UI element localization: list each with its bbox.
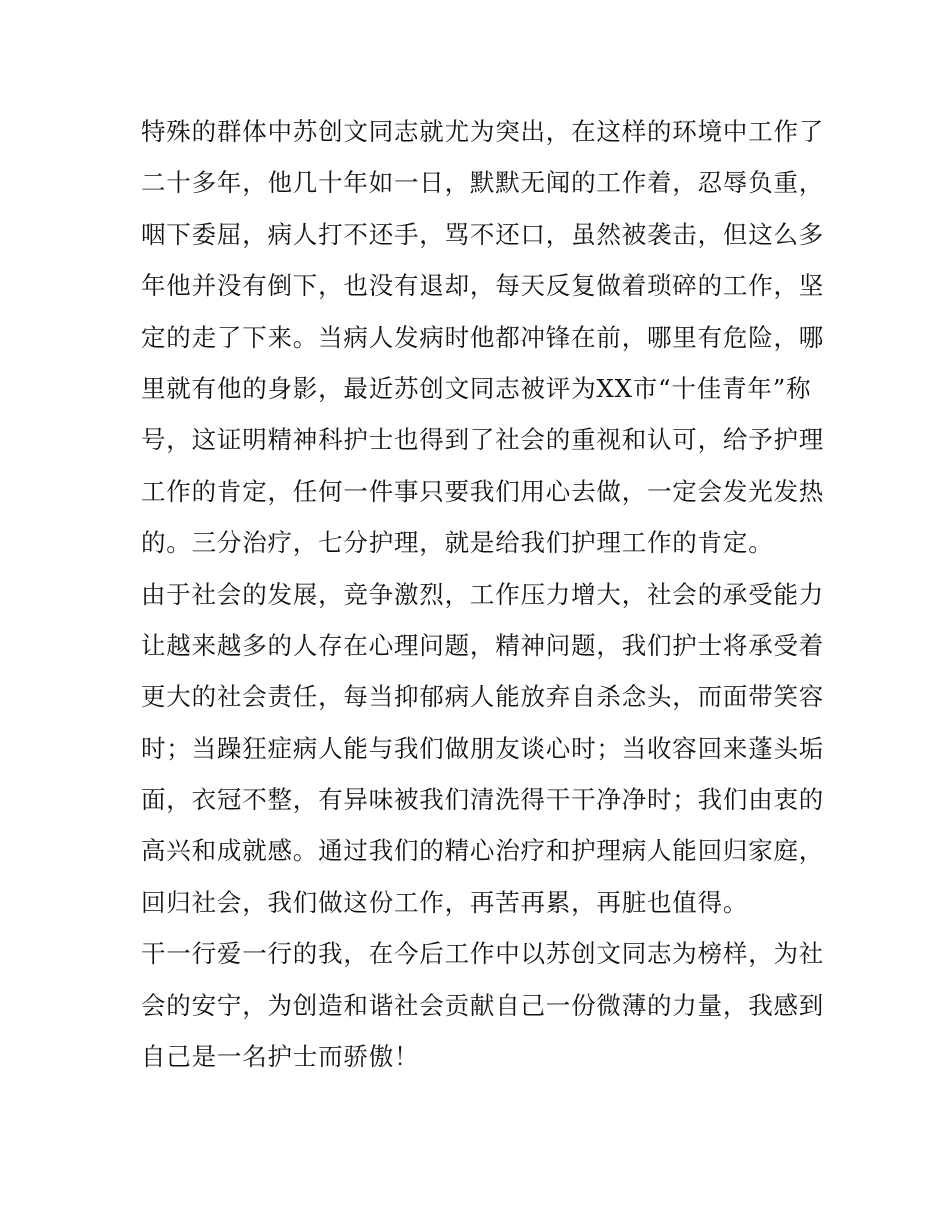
text-line: 干一行爱一行的我，在今后工作中以苏创文同志为榜样，为社: [141, 939, 825, 969]
text-line: 里就有他的身影，最近苏创文同志被评为XX市“十佳青年”称: [141, 373, 812, 403]
text-line: 让越来越多的人存在心理问题，精神问题，我们护士将承受着: [141, 630, 825, 660]
text-line: 时；当躁狂症病人能与我们做朋友谈心时；当收容回来蓬头垢: [141, 733, 825, 763]
body-text: [141, 106, 825, 1082]
text-line: 自己是一名护士而骄傲！: [141, 1042, 420, 1072]
text-line: 号，这证明精神科护士也得到了社会的重视和认可，给予护理: [141, 425, 825, 455]
text-line: 二十多年，他几十年如一日，默默无闻的工作着，忍辱负重，: [141, 168, 825, 198]
text-line: 回归社会，我们做这份工作，再苦再累，再脏也值得。: [141, 887, 749, 917]
text-line: 的。三分治疗，七分护理，就是给我们护理工作的肯定。: [141, 528, 774, 558]
text-line: 由于社会的发展，竞争激烈，工作压力增大，社会的承受能力: [141, 579, 825, 609]
text-line: 年他并没有倒下，也没有退却，每天反复做着琐碎的工作，坚: [141, 271, 825, 301]
text-line: 定的走了下来。当病人发病时他都冲锋在前，哪里有危险，哪: [141, 322, 825, 352]
text-line: 咽下委屈，病人打不还手，骂不还口，虽然被袭击，但这么多: [141, 219, 825, 249]
text-line: 面，衣冠不整，有异味被我们清洗得干干净净时；我们由衷的: [141, 785, 825, 815]
text-line: 更大的社会责任，每当抑郁病人能放弃自杀念头，而面带笑容: [141, 682, 825, 712]
text-line: 工作的肯定，任何一件事只要我们用心去做，一定会发光发热: [141, 476, 825, 506]
text-line: 特殊的群体中苏创文同志就尤为突出，在这样的环境中工作了: [141, 117, 825, 146]
text-line: 高兴和成就感。通过我们的精心治疗和护理病人能回归家庭，: [141, 836, 825, 866]
text-line: 会的安宁，为创造和谐社会贡献自己一份微薄的力量，我感到: [141, 990, 825, 1020]
